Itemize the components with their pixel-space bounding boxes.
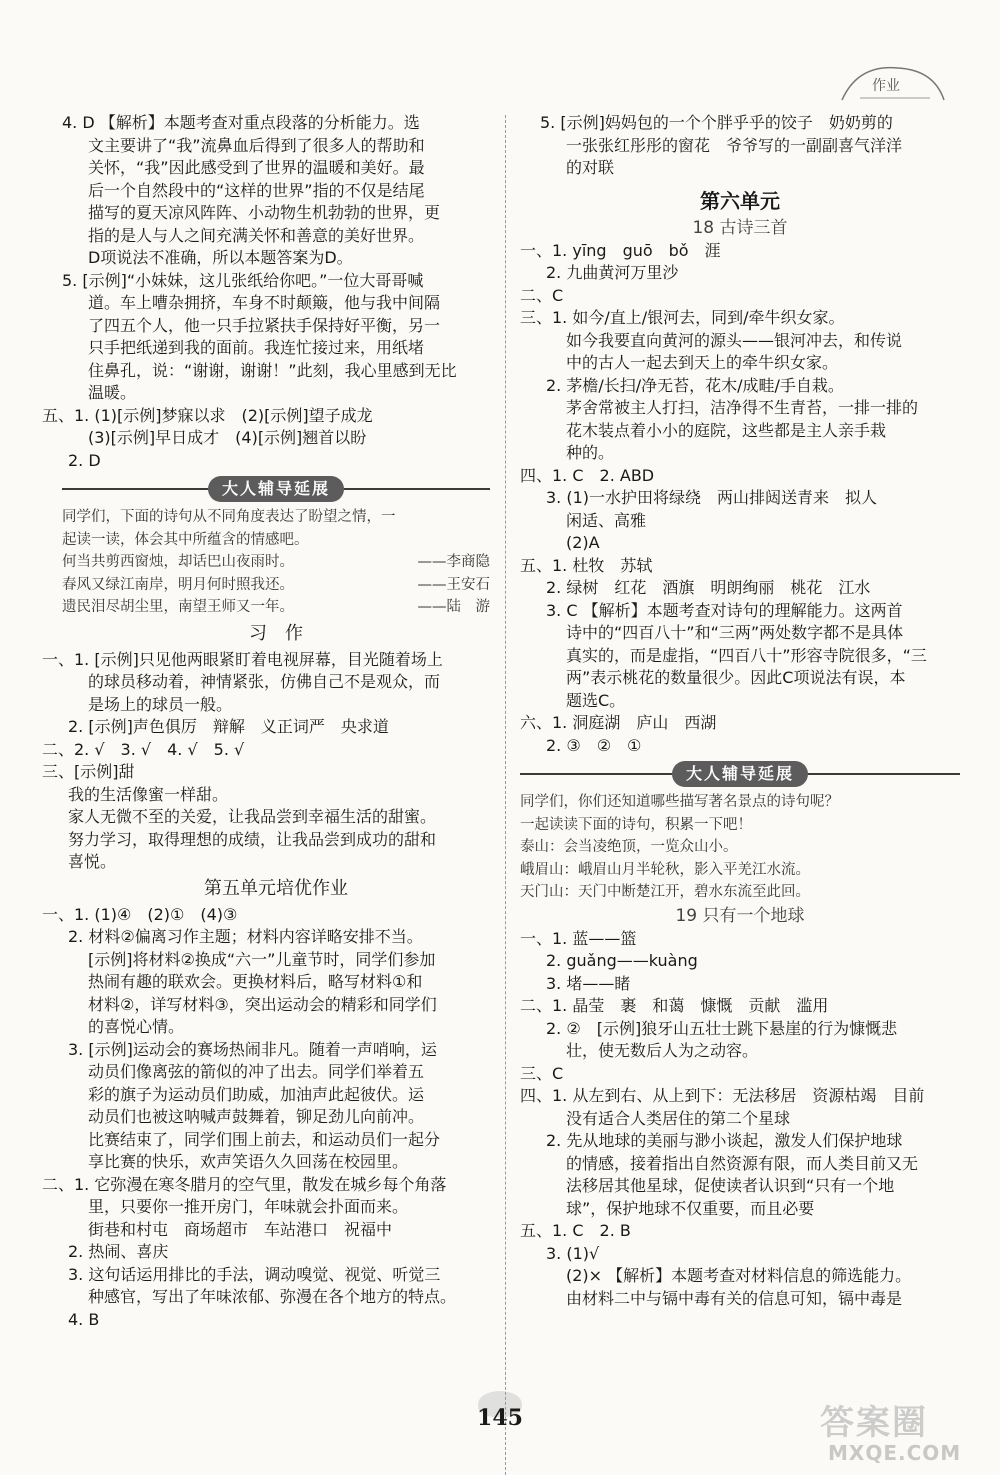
text-line: 由材料二中与镉中毒有关的信息可知，镉中毒是 xyxy=(566,1288,903,1308)
text-line: [示例]将材料②换成“六一”儿童节时，同学们参加 xyxy=(88,949,436,969)
text-line: 的情感，接着指出自然资源有限，而人类目前又无 xyxy=(566,1153,919,1173)
text-line: 2. 茅檐/长扫/净无苔，花木/成畦/手自栽。 xyxy=(546,375,844,395)
text-line: 闲适、高雅 xyxy=(566,510,647,530)
right-column xyxy=(520,112,960,1310)
text-line: 动员们像离弦的箭似的冲了出去。同学们举着五 xyxy=(88,1062,425,1081)
text-line: 三、1. 如今/直上/银河去，同到/牵牛织女家。 xyxy=(520,308,845,327)
stamp-text: 作业 xyxy=(872,78,900,94)
text-line: 2. 材料②偏离习作主题；材料内容详略安排不当。 xyxy=(68,927,423,946)
poem-line: 春风又绿江南岸，明月何时照我还。 ——王安石 xyxy=(62,576,490,593)
section-title-unit5: 第五单元培优作业 xyxy=(204,877,348,899)
note-line: 泰山：会当凌绝顶，一览众山小。 xyxy=(520,839,738,855)
text-line: 如今我要直向黄河的源头——银河冲去，和传说 xyxy=(566,330,903,350)
text-line: 一、1. yīng guō bǒ 涯 xyxy=(520,240,721,260)
text-line: 彩的旗子为运动员们助威，加油声此起彼伏。运 xyxy=(88,1084,425,1104)
text-line: 法移居其他星球，促使读者认识到“只有一个地 xyxy=(566,1176,895,1195)
poem-line: 遗民泪尽胡尘里，南望王师又一年。 ——陆 游 xyxy=(62,599,490,615)
text-line: 5. [示例]妈妈包的一个个胖乎乎的饺子 奶奶剪的 xyxy=(540,113,893,132)
answer-block-q4 xyxy=(62,112,490,270)
left-column xyxy=(42,112,490,1331)
text-line: 一、1. [示例]只见他两眼紧盯着电视屏幕，目光随着场上 xyxy=(42,649,443,669)
text-line: 了四五个人，他一只手拉紧扶手保持好平衡，另一 xyxy=(88,315,441,335)
watermark-text: 答案圈 xyxy=(820,1403,928,1443)
homework-stamp-icon xyxy=(838,60,948,106)
column-divider xyxy=(505,115,506,1475)
text-line: 3. (1)√ xyxy=(546,1243,600,1263)
text-line: 三、[示例]甜 xyxy=(42,762,135,781)
text-line: 五、1. (1)[示例]梦寐以求 (2)[示例]望子成龙 xyxy=(42,405,373,425)
banner-label: 大人辅导延展 xyxy=(672,761,808,787)
text-line: 努力学习，取得理想的成绩，让我品尝到成功的甜和 xyxy=(68,829,437,849)
text-line: 二、1. 晶莹 裹 和蔼 慷慨 贡献 滥用 xyxy=(520,996,829,1015)
tutoring-note xyxy=(520,791,960,904)
text-line: 我的生活像蜜一样甜。 xyxy=(68,784,229,804)
text-line: 种的。 xyxy=(566,443,615,462)
text-line: 茅舍常被主人打扫，洁净得不生青苔，一排一排的 xyxy=(566,398,919,417)
text-line: 三、C xyxy=(520,1063,564,1083)
text-line: 2. 绿树 红花 酒旗 明朗绚丽 桃花 江水 xyxy=(546,578,871,597)
text-line: 四、1. C 2. ABD xyxy=(520,465,655,485)
text-line: 二、1. 它弥漫在寒冬腊月的空气里，散发在城乡每个角落 xyxy=(42,1174,447,1194)
tutoring-note xyxy=(62,506,490,619)
answer-block-lesson19 xyxy=(520,928,960,1311)
lesson19-title: 19 只有一个地球 xyxy=(675,905,805,926)
text-line: 中的古人一起去到天上的牵牛织女家。 xyxy=(566,353,839,372)
text-line: 里，只要你一推开房门，年味就会扑面而来。 xyxy=(88,1197,409,1216)
text-line: 5. [示例]“小妹妹，这儿张纸给你吧。”一位大哥哥喊 xyxy=(62,270,424,290)
page-number: 145 xyxy=(460,1405,540,1431)
text-line: 诗中的“四百八十”和“三两”两处数字都不是具体 xyxy=(566,623,904,642)
text-line: 享比赛的快乐，欢声笑语久久回荡在校园里。 xyxy=(88,1152,409,1171)
text-line: 六、1. 洞庭湖 庐山 西湖 xyxy=(520,713,717,732)
text-line: 指的是人与人之间充满关怀和善意的美好世界。 xyxy=(88,225,425,245)
text-line: 真实的，而是虚指，“四百八十”形容寺院很多，“三 xyxy=(566,645,927,665)
text-line: 3. C 【解析】本题考查对诗句的理解能力。这两首 xyxy=(546,600,903,620)
text-line: 2. D xyxy=(68,450,101,470)
text-line: 球”，保护地球不仅重要，而且必要 xyxy=(566,1198,815,1218)
text-line: 的对联 xyxy=(566,158,615,177)
text-line: 两”表示桃花的数量很少。因此C项说法有误，本 xyxy=(566,668,906,687)
text-line: 后一个自然段中的“这样的世界”指的不仅是结尾 xyxy=(88,180,425,200)
note-line: 峨眉山：峨眉山月半轮秋，影入平羌江水流。 xyxy=(520,861,810,878)
text-line: 描写的夏天凉风阵阵、小动物生机勃勃的世界，更 xyxy=(88,203,441,222)
text-line: (2)A xyxy=(566,533,600,552)
text-line: D项说法不准确，所以本题答案为D。 xyxy=(88,248,353,267)
text-line: 道。车上嘈杂拥挤，车身不时颠簸，他与我中间隔 xyxy=(88,293,441,312)
text-line: (3)[示例]早日成才 (4)[示例]翘首以盼 xyxy=(88,428,367,447)
text-line: (2)× 【解析】本题考查对材料信息的筛选能力。 xyxy=(566,1266,912,1285)
text-line: 壮，使无数后人为之动容。 xyxy=(566,1041,759,1060)
text-line: 花木装点着小小的庭院，这些都是主人亲手栽 xyxy=(566,420,887,440)
text-line: 只手把纸递到我的面前。我连忙接过来，用纸堵 xyxy=(88,338,425,357)
text-line: 关怀，“我”因此感受到了世界的温暖和美好。最 xyxy=(88,158,425,177)
text-line: 2. ② [示例]狼牙山五壮士跳下悬崖的行为慷慨悲 xyxy=(546,1018,898,1038)
answer-block-lesson18 xyxy=(520,240,960,758)
text-line: 是场上的球员一般。 xyxy=(88,694,233,714)
text-line: 没有适合人类居住的第二个星球 xyxy=(566,1108,791,1128)
text-line: 2. 先从地球的美丽与渺小谈起，激发人们保护地球 xyxy=(546,1131,903,1150)
text-line: 2. 九曲黄河万里沙 xyxy=(546,263,679,282)
text-line: 五、1. C 2. B xyxy=(520,1221,631,1240)
text-line: 2. ③ ② ① xyxy=(546,735,642,755)
text-line: 4. B xyxy=(68,1309,100,1329)
note-line: 起读一读，体会其中所蕴含的情感吧。 xyxy=(62,531,309,548)
note-line: 天门山：天门中断楚江开，碧水东流至此回。 xyxy=(520,884,810,900)
text-line: 五、1. 杜牧 苏轼 xyxy=(520,555,653,575)
text-line: 4. D 【解析】本题考查对重点段落的分析能力。选 xyxy=(62,113,420,132)
text-line: 住鼻孔，说：“谢谢，谢谢！”此刻，我心里感到无比 xyxy=(88,360,457,380)
text-line: 种感官，写出了年味浓郁、弥漫在各个地方的特点。 xyxy=(88,1287,457,1306)
answer-block-xizuo xyxy=(42,649,490,874)
text-line: 街巷和村屯 商场超市 车站港口 祝福中 xyxy=(88,1219,393,1239)
text-line: 的球员移动着，神情紧张，仿佛自己不是观众，而 xyxy=(88,672,441,691)
text-line: 3. [示例]运动会的赛场热闹非凡。随着一声哨响，运 xyxy=(68,1039,437,1059)
answer-block-q5-right xyxy=(540,112,960,180)
text-line: 文主要讲了“我”流鼻血后得到了很多人的帮助和 xyxy=(88,135,425,155)
tutoring-banner xyxy=(520,761,960,787)
note-line: 一起读读下面的诗句，积累一下吧！ xyxy=(520,816,752,833)
text-line: 2. guǎng——kuàng xyxy=(546,951,698,970)
text-line: 二、C xyxy=(520,285,564,305)
unit6-title: 第六单元 xyxy=(700,188,780,213)
note-line: 同学们，你们还知道哪些描写著名景点的诗句呢？ xyxy=(520,794,839,810)
answer-block-five xyxy=(42,405,490,473)
lesson18-title: 18 古诗三首 xyxy=(692,217,788,238)
text-line: 的喜悦心情。 xyxy=(88,1017,185,1036)
text-line: 3. 堵——睹 xyxy=(546,973,631,993)
section-title-xizuo: 习 作 xyxy=(249,622,303,644)
text-line: 二、2. √ 3. √ 4. √ 5. √ xyxy=(42,739,245,759)
text-line: 四、1. 从左到右、从上到下：无法移居 资源枯竭 目前 xyxy=(520,1086,925,1105)
answer-block-unit5 xyxy=(42,904,490,1332)
text-line: 比赛结束了，同学们围上前去，和运动员们一起分 xyxy=(88,1129,441,1149)
text-line: 喜悦。 xyxy=(68,852,117,871)
text-line: 材料②，详写材料③，突出运动会的精彩和同学们 xyxy=(88,994,437,1014)
watermark-url: MXQE.COM xyxy=(828,1441,962,1465)
poem-line: 何当共剪西窗烛，却话巴山夜雨时。 ——李商隐 xyxy=(62,554,490,570)
text-line: 2. 热闹、喜庆 xyxy=(68,1242,169,1261)
note-line: 同学们，下面的诗句从不同角度表达了盼望之情，一 xyxy=(62,509,396,525)
text-line: 一、1. (1)④ (2)① (4)③ xyxy=(42,904,238,924)
text-line: 题选C。 xyxy=(566,690,626,710)
text-line: 一、1. 蓝——篮 xyxy=(520,928,637,948)
text-line: 一张张红彤彤的窗花 爷爷写的一副副喜气洋洋 xyxy=(566,135,903,155)
banner-label: 大人辅导延展 xyxy=(208,476,344,502)
text-line: 3. (1)一水护田将绿绕 两山排闼送青来 拟人 xyxy=(546,488,878,507)
text-line: 家人无微不至的关爱，让我品尝到幸福生活的甜蜜。 xyxy=(68,807,437,826)
text-line: 热闹有趣的联欢会。更换材料后，略写材料①和 xyxy=(88,972,423,991)
answer-block-q5 xyxy=(62,270,490,405)
text-line: 温暖。 xyxy=(88,383,137,402)
text-line: 2. [示例]声色俱厉 辩解 义正词严 央求道 xyxy=(68,717,389,736)
site-watermark xyxy=(820,1395,990,1465)
text-line: 3. 这句话运用排比的手法，调动嗅觉、视觉、听觉三 xyxy=(68,1264,441,1284)
text-line: 动员们也被这呐喊声鼓舞着，铆足劲儿向前冲。 xyxy=(88,1107,425,1126)
tutoring-banner xyxy=(62,476,490,502)
